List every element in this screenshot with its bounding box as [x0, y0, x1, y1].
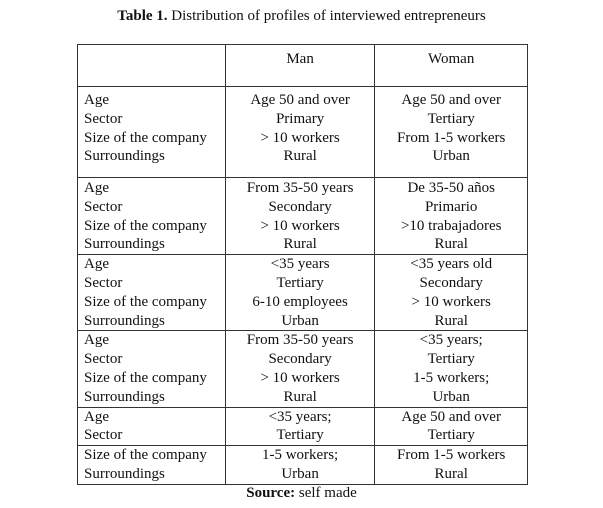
attribute-label: Size of the company: [84, 293, 207, 310]
attribute-labels-cell: [78, 446, 226, 485]
attribute-value: <35 years: [270, 256, 330, 273]
attribute-label: Sector: [84, 274, 123, 291]
attribute-value: Urban: [432, 148, 470, 165]
source-label: Source:: [246, 485, 296, 501]
attribute-value: 1-5 workers;: [261, 447, 339, 464]
table-caption: [0, 6, 603, 26]
attribute-label: Size of the company: [84, 129, 207, 146]
attribute-value: De 35-50 años: [407, 180, 495, 196]
header-row: [78, 45, 528, 87]
cell-lines: [375, 408, 527, 446]
attribute-value: <35 years old: [410, 256, 493, 273]
table-row: [78, 446, 528, 485]
man-values-cell: [225, 87, 375, 178]
attribute-value: Rural: [434, 465, 468, 482]
profiles-table: [77, 44, 528, 485]
table-row: [78, 87, 528, 178]
woman-values-cell: [375, 255, 528, 331]
attribute-value: Tertiary: [276, 274, 324, 291]
attribute-value: Rural: [283, 388, 317, 405]
header-man: Man: [225, 45, 375, 87]
man-values-cell: [225, 407, 375, 446]
caption-label: Table 1.: [117, 8, 168, 24]
attribute-value: Urban: [432, 388, 470, 405]
woman-values-cell: [375, 446, 528, 485]
cell-lines: [375, 178, 527, 254]
cell-lines: [226, 408, 375, 446]
cell-lines: [78, 87, 225, 166]
attribute-value: Rural: [434, 236, 468, 253]
attribute-value: Age 50 and over: [250, 92, 350, 108]
table-row: [78, 178, 528, 255]
man-values-cell: [225, 255, 375, 331]
table-row: [78, 407, 528, 446]
attribute-value: Rural: [283, 148, 317, 165]
attribute-label: Sector: [84, 351, 123, 368]
header-blank: [78, 45, 226, 87]
table-row: [78, 331, 528, 407]
cell-lines: [375, 446, 527, 484]
attribute-label: Sector: [84, 110, 123, 127]
cell-lines: [78, 178, 225, 254]
attribute-value: Tertiary: [427, 110, 475, 127]
table-row: [78, 255, 528, 331]
attribute-label: Sector: [84, 198, 123, 215]
attribute-value: <35 years;: [268, 408, 332, 425]
attribute-labels-cell: [78, 331, 226, 407]
attribute-value: > 10 workers: [411, 293, 491, 310]
attribute-value: From 35-50 years: [246, 180, 354, 196]
attribute-value: Urban: [281, 312, 319, 329]
attribute-value: 6-10 employees: [252, 293, 348, 310]
attribute-label: Age: [84, 408, 109, 425]
attribute-value: From 1-5 workers: [397, 447, 506, 464]
attribute-label: Surroundings: [84, 465, 165, 482]
cell-lines: [226, 331, 375, 406]
attribute-label: Size of the company: [84, 369, 207, 386]
cell-lines: [226, 446, 375, 484]
man-values-cell: [225, 178, 375, 255]
attribute-label: Age: [84, 256, 109, 273]
attribute-labels-cell: [78, 87, 226, 178]
attribute-value: Tertiary: [427, 351, 475, 368]
attribute-value: Secondary: [268, 198, 332, 215]
attribute-label: Surroundings: [84, 236, 165, 253]
cell-lines: [78, 331, 225, 406]
attribute-label: Age: [84, 92, 109, 108]
attribute-value: > 10 workers: [260, 369, 340, 386]
caption-text: Distribution of profiles of interviewed entrepreneurs: [167, 8, 486, 24]
table-body: [78, 87, 528, 485]
header-woman: Woman: [375, 45, 528, 87]
attribute-label: Age: [84, 180, 109, 196]
woman-values-cell: [375, 178, 528, 255]
woman-values-cell: [375, 331, 528, 407]
attribute-value: Age 50 and over: [401, 92, 501, 108]
source-note: [0, 483, 603, 503]
attribute-value: Tertiary: [276, 427, 324, 444]
woman-values-cell: [375, 407, 528, 446]
attribute-label: Age: [84, 332, 109, 349]
attribute-value: Tertiary: [427, 427, 475, 444]
attribute-labels-cell: [78, 178, 226, 255]
attribute-label: Surroundings: [84, 312, 165, 329]
attribute-label: Surroundings: [84, 148, 165, 165]
attribute-value: Age 50 and over: [401, 408, 501, 425]
cell-lines: [375, 331, 527, 406]
cell-lines: [375, 87, 527, 166]
man-values-cell: [225, 331, 375, 407]
source-text: self made: [295, 485, 357, 501]
attribute-value: Urban: [281, 465, 319, 482]
attribute-label: Size of the company: [84, 217, 207, 234]
attribute-value: >10 trabajadores: [400, 217, 502, 234]
attribute-value: > 10 workers: [260, 217, 340, 234]
attribute-value: Primario: [424, 198, 478, 215]
attribute-labels-cell: [78, 255, 226, 331]
attribute-label: Size of the company: [84, 447, 207, 464]
attribute-value: Rural: [283, 236, 317, 253]
attribute-value: Secondary: [268, 351, 332, 368]
man-values-cell: [225, 446, 375, 485]
attribute-value: <35 years;: [419, 332, 483, 349]
attribute-value: Secondary: [419, 274, 483, 291]
attribute-value: > 10 workers: [260, 129, 340, 146]
cell-lines: [78, 255, 225, 330]
cell-lines: [226, 178, 375, 254]
attribute-label: Sector: [84, 427, 123, 444]
attribute-value: From 1-5 workers: [397, 129, 506, 146]
cell-lines: [78, 408, 225, 446]
attribute-value: Primary: [275, 110, 325, 127]
cell-lines: [78, 446, 225, 484]
cell-lines: [226, 87, 375, 166]
attribute-value: Rural: [434, 312, 468, 329]
attribute-label: Surroundings: [84, 388, 165, 405]
attribute-value: 1-5 workers;: [413, 369, 490, 386]
cell-lines: [226, 255, 375, 330]
cell-lines: [375, 255, 527, 330]
attribute-value: From 35-50 years: [246, 332, 354, 349]
attribute-labels-cell: [78, 407, 226, 446]
woman-values-cell: [375, 87, 528, 178]
